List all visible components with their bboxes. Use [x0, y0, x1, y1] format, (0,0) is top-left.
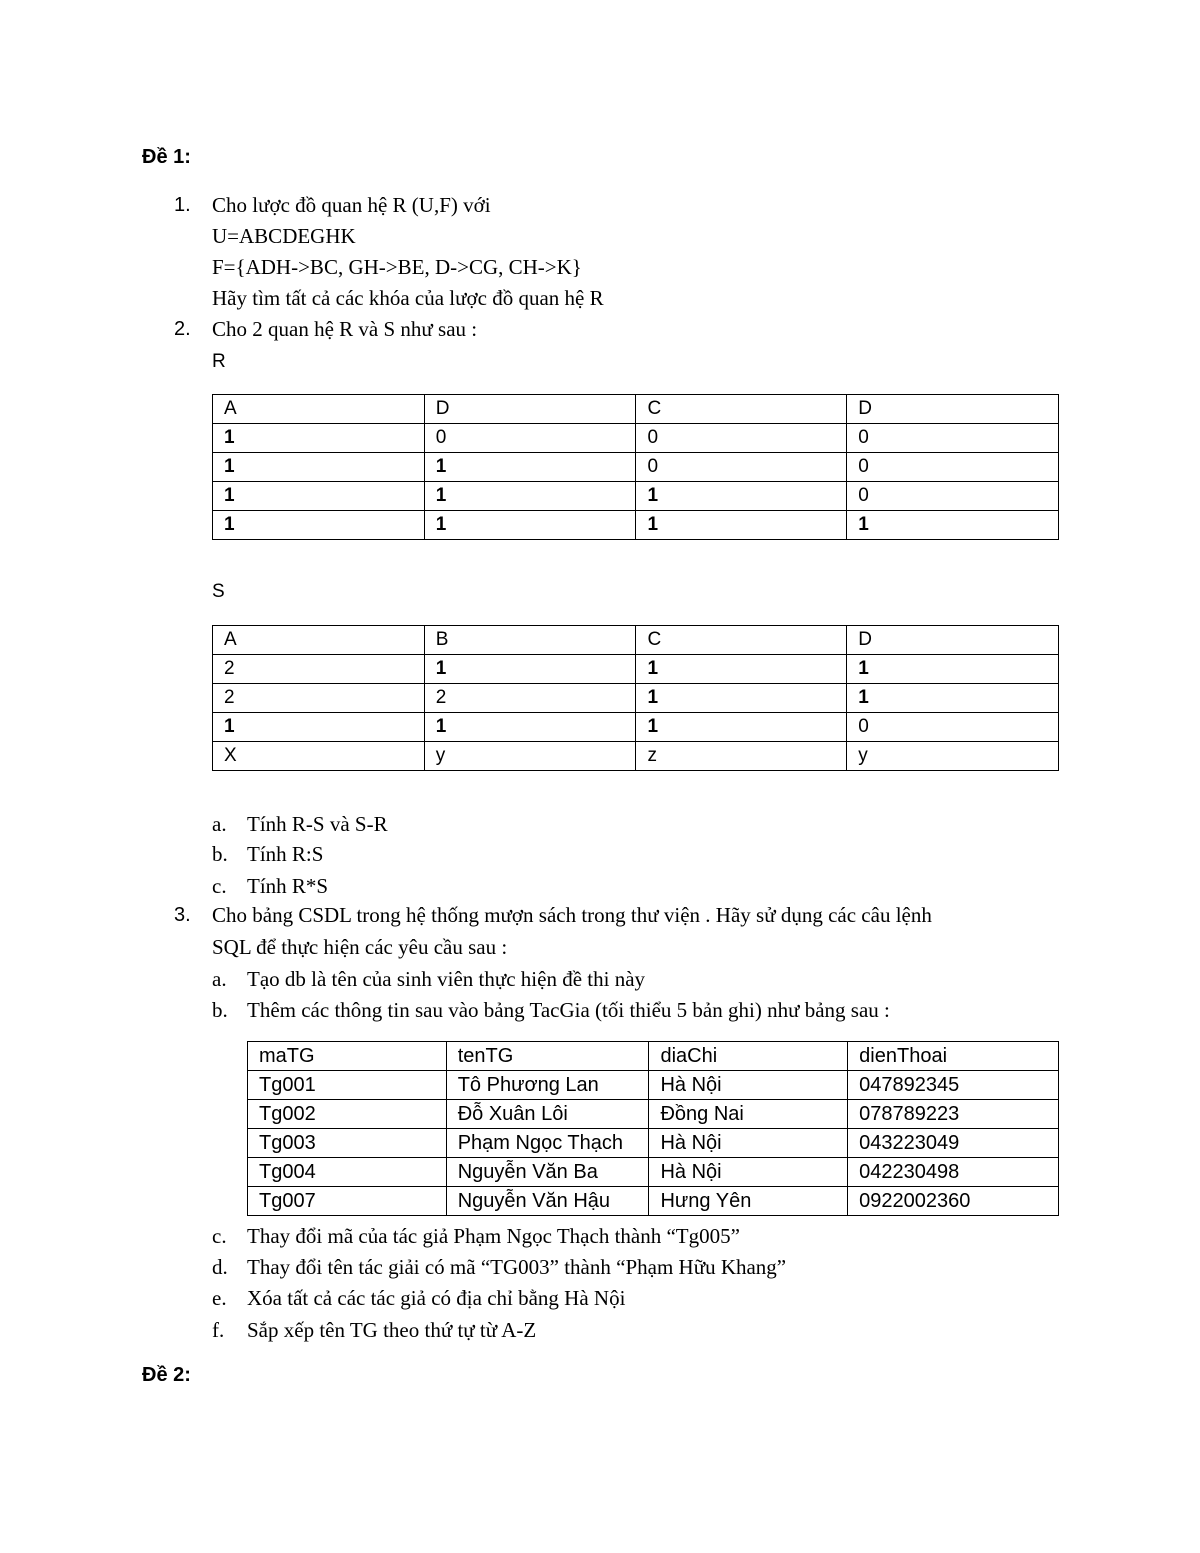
- table-cell: z: [636, 742, 847, 771]
- table-cell: 1: [636, 655, 847, 684]
- table-row: [248, 1187, 1059, 1216]
- table-cell: y: [424, 742, 636, 771]
- table-row: [213, 424, 1059, 453]
- table-cell: 1: [424, 511, 636, 540]
- table-header-cell: D: [424, 395, 636, 424]
- q3-sub-a-text: Tạo db là tên của sinh viên thực hiện đề thi này: [247, 967, 646, 991]
- table-cell: Tg004: [248, 1158, 447, 1187]
- table-row: [248, 1100, 1059, 1129]
- q3-line-2: SQL để thực hiện các yêu cầu sau :: [212, 935, 508, 959]
- table-cell: 0922002360: [848, 1187, 1059, 1216]
- table-cell: Phạm Ngọc Thạch: [446, 1129, 649, 1158]
- q3-line-1: Cho bảng CSDL trong hệ thống mượn sách trong thư viện . Hãy sử dụng các câu lệnh: [212, 903, 932, 927]
- table-cell: 1: [213, 424, 425, 453]
- q2-sub-c-text: Tính R*S: [247, 874, 329, 898]
- de1-heading: Đề 1:: [142, 146, 191, 168]
- table-cell: Hà Nội: [649, 1129, 848, 1158]
- q3-sub-e-letter: e.: [212, 1286, 227, 1310]
- table-row: [213, 655, 1059, 684]
- table-cell: 0: [847, 482, 1059, 511]
- table-header-cell: diaChi: [649, 1042, 848, 1071]
- table-header-row: [248, 1042, 1059, 1071]
- table-cell: 0: [847, 713, 1059, 742]
- table-cell: X: [213, 742, 425, 771]
- table-cell: 047892345: [848, 1071, 1059, 1100]
- q1-line-3: F={ADH->BC, GH->BE, D->CG, CH->K}: [212, 255, 582, 279]
- table-cell: Hà Nội: [649, 1158, 848, 1187]
- table-cell: 1: [636, 482, 847, 511]
- tacgia-table: [247, 1041, 1059, 1216]
- table-cell: 1: [636, 684, 847, 713]
- table-cell: 1: [213, 511, 425, 540]
- table-cell: Tg003: [248, 1129, 447, 1158]
- table-header-cell: dienThoai: [848, 1042, 1059, 1071]
- table-row: [248, 1129, 1059, 1158]
- table-cell: 0: [847, 453, 1059, 482]
- table-cell: Đỗ Xuân Lôi: [446, 1100, 649, 1129]
- q3-sub-c-letter: c.: [212, 1224, 227, 1248]
- relation-s-label: S: [212, 581, 225, 602]
- q3-sub-b-text: Thêm các thông tin sau vào bảng TacGia (tối thiểu 5 bản ghi) như bảng sau :: [247, 998, 890, 1022]
- table-row: [213, 511, 1059, 540]
- relation-r-table: [212, 394, 1059, 540]
- q1-line-4: Hãy tìm tất cả các khóa của lược đồ quan hệ R: [212, 286, 604, 310]
- table-cell: Tô Phương Lan: [446, 1071, 649, 1100]
- table-header-cell: C: [636, 626, 847, 655]
- q1-line-1: Cho lược đồ quan hệ R (U,F) với: [212, 193, 491, 217]
- table-cell: Nguyễn Văn Hậu: [446, 1187, 649, 1216]
- q2-sub-b-letter: b.: [212, 842, 228, 866]
- table-cell: Hà Nội: [649, 1071, 848, 1100]
- q3-sub-f-letter: f.: [212, 1318, 225, 1342]
- relation-r-label: R: [212, 351, 226, 372]
- q2-sub-a-text: Tính R-S và S-R: [247, 812, 388, 836]
- table-cell: 1: [424, 482, 636, 511]
- table-cell: y: [847, 742, 1059, 771]
- table-cell: 0: [847, 424, 1059, 453]
- q1-line-2: U=ABCDEGHK: [212, 224, 356, 248]
- de2-heading: Đề 2:: [142, 1364, 191, 1386]
- table-cell: 078789223: [848, 1100, 1059, 1129]
- q3-sub-f-text: Sắp xếp tên TG theo thứ tự từ A-Z: [247, 1318, 537, 1342]
- table-cell: 1: [213, 482, 425, 511]
- table-cell: 1: [424, 655, 636, 684]
- q3-number: 3.: [174, 904, 191, 926]
- table-cell: 1: [847, 511, 1059, 540]
- table-cell: Nguyễn Văn Ba: [446, 1158, 649, 1187]
- table-cell: 2: [213, 655, 425, 684]
- table-header-cell: D: [847, 395, 1059, 424]
- table-cell: Tg007: [248, 1187, 447, 1216]
- table-header-cell: D: [847, 626, 1059, 655]
- table-header-row: [213, 395, 1059, 424]
- table-cell: 1: [213, 453, 425, 482]
- table-cell: 0: [424, 424, 636, 453]
- table-cell: 1: [424, 713, 636, 742]
- table-row: [248, 1158, 1059, 1187]
- table-header-row: [213, 626, 1059, 655]
- table-header-cell: maTG: [248, 1042, 447, 1071]
- table-cell: 1: [847, 655, 1059, 684]
- table-row: [213, 742, 1059, 771]
- q2-number: 2.: [174, 318, 191, 340]
- table-cell: 1: [213, 713, 425, 742]
- table-header-cell: A: [213, 626, 425, 655]
- q2-sub-a-letter: a.: [212, 812, 227, 836]
- q3-sub-d-text: Thay đổi tên tác giải có mã “TG003” thành “Phạm Hữu Khang”: [247, 1255, 787, 1279]
- table-cell: 042230498: [848, 1158, 1059, 1187]
- table-row: [248, 1071, 1059, 1100]
- q3-sub-b-letter: b.: [212, 998, 228, 1022]
- table-header-cell: C: [636, 395, 847, 424]
- table-cell: Đồng Nai: [649, 1100, 848, 1129]
- q2-sub-c-letter: c.: [212, 874, 227, 898]
- table-cell: Tg002: [248, 1100, 447, 1129]
- table-cell: 1: [636, 511, 847, 540]
- table-cell: 043223049: [848, 1129, 1059, 1158]
- table-cell: 2: [213, 684, 425, 713]
- table-cell: 1: [636, 713, 847, 742]
- table-row: [213, 713, 1059, 742]
- table-row: [213, 482, 1059, 511]
- q2-sub-b-text: Tính R:S: [247, 842, 324, 866]
- q3-sub-e-text: Xóa tất cả các tác giả có địa chỉ bằng Hà Nội: [247, 1286, 626, 1310]
- table-cell: 1: [424, 453, 636, 482]
- table-cell: 0: [636, 453, 847, 482]
- table-header-cell: tenTG: [446, 1042, 649, 1071]
- q3-sub-c-text: Thay đổi mã của tác giả Phạm Ngọc Thạch thành “Tg005”: [247, 1224, 740, 1248]
- q2-text: Cho 2 quan hệ R và S như sau :: [212, 317, 478, 341]
- q3-sub-a-letter: a.: [212, 967, 227, 991]
- table-row: [213, 453, 1059, 482]
- table-header-cell: B: [424, 626, 636, 655]
- table-cell: 2: [424, 684, 636, 713]
- table-cell: 1: [847, 684, 1059, 713]
- relation-s-table: [212, 625, 1059, 771]
- table-row: [213, 684, 1059, 713]
- q1-number: 1.: [174, 194, 191, 216]
- table-cell: 0: [636, 424, 847, 453]
- table-cell: Tg001: [248, 1071, 447, 1100]
- q3-sub-d-letter: d.: [212, 1255, 228, 1279]
- table-header-cell: A: [213, 395, 425, 424]
- table-cell: Hưng Yên: [649, 1187, 848, 1216]
